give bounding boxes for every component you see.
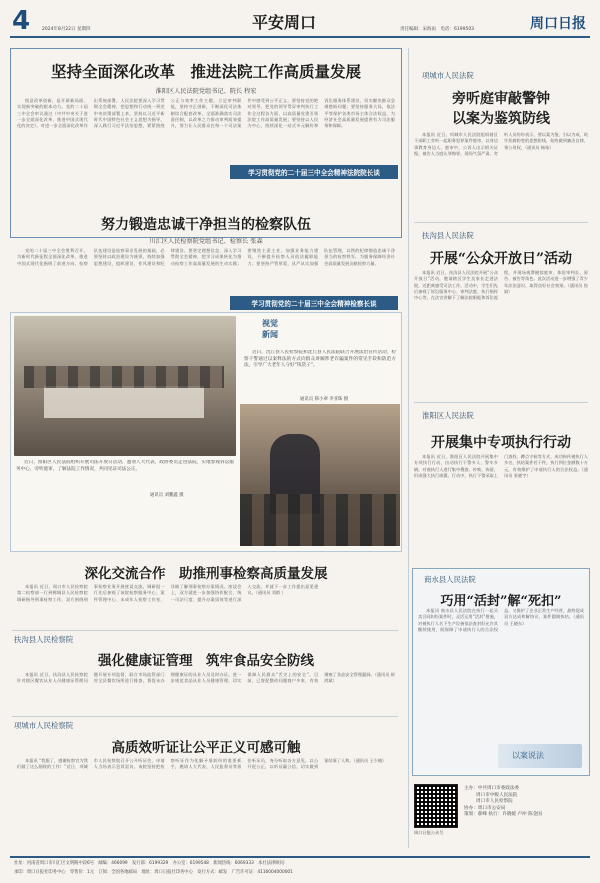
- food-body: [17, 672, 395, 714]
- lead-headline: 坚持全面深化改革 推进法院工作高质量发展: [50, 62, 361, 81]
- sponsor-line-4: 协办：周口市公安局: [464, 805, 506, 811]
- lead-body: [17, 98, 395, 206]
- right2-section: 扶沟县人民法院: [422, 231, 474, 240]
- sponsor-line-1: 主办：中共周口市委政法委: [464, 786, 520, 791]
- photo-left-table: [44, 386, 204, 418]
- right1-body: [414, 132, 588, 210]
- right1-headline-2: 以案为鉴筑防线: [452, 111, 550, 127]
- right4-section: 商水县人民法院: [424, 575, 476, 584]
- photo-left-people: [24, 366, 224, 388]
- right3-body-text: 本报讯 近日，淮阳区人民法院开展集中专项执行行动，出动执行干警多人、警车多辆，对被执行人进行集中搜查、传唤、拘留，形成强大执行威慑。行动中，执行干警采取上门查找、蹲点守候等方式，成功拘传被执行人多名，执结案件若干件，执行到位金额数十万元，有效维护了申请执行人的合法权益。（通讯员 张晓宇）: [414, 454, 588, 478]
- right2-body-text: 本报讯 近日，扶沟县人民法院开展“公众开放日”活动，邀请辖区学生及家长走进法院，近距离感受司法工作。活动中，学生们先后参观了诉讼服务中心、审判法庭、执行指挥中心等，在法官讲解下了解法院职能和诉讼流程，并现场观摩模拟庭审，体验审判长、原告、被告等角色。此次活动进一步增强了青少年法治意识，取得良好社会效果。（通讯员 焦斌）: [414, 270, 588, 301]
- badge-bottom: 新闻: [262, 330, 278, 339]
- lead-body-text: 锐意改革创新，是开辟新局面、实现新突破的根本动力。党的二十届三中全会审议通过《中共中央关于进一步全面深化改革、推进中国式现代化的决定》，对进一步全面深化改革作出系统部署。人民法院要深入学习贯彻全会精神，把思想和行动统一到党中央决策部署上来，坚持以习近平新时代中国特色社会主义思想为指导，深入践行习近平法治思想，紧紧围绕公正与效率工作主题，立足审判职能，坚持守正创新，不断深化司法体制综合配套改革，全面准确落实司法责任制，以改革之力推动审判质效提升，努力让人民群众在每一个司法案件中感受到公平正义。要坚持党的绝对领导，把党的领导贯穿审判执行工作全过程各方面，以高质量党建引领法院工作高质量发展；要坚持以人民为中心，持续深化一站式多元解纷和诉讼服务体系建设，切实解决群众急难愁盼问题；要坚持服务大局，依法平等保护各类市场主体合法权益，为经济社会高质量发展提供有力司法服务和保障。: [17, 98, 395, 129]
- photo-caption-right: [244, 350, 396, 394]
- evidence-body-text: 本报讯 “我服了，感谢检察官为我们做了这么细致的工作！”近日，项城市人民检察院召开公开听证会，申请人当场表示息诉罢访。该院坚持把检察听证作为化解矛盾纠纷的重要抓手，邀请人大代表、人民监督员等担任听证员，充分听取各方意见，以公开促公正，以听证赢公信，切实做到案结事了人和。（通讯员 王少楠）: [17, 758, 387, 770]
- right4-body: [418, 608, 584, 740]
- photo-right: [240, 404, 400, 546]
- photo-caption-left: [16, 460, 234, 490]
- masthead-rule: [10, 36, 590, 38]
- procuratorate-banner: 学习贯彻党的二十届三中全会精神检察长谈: [230, 296, 398, 310]
- photo-left: [14, 316, 236, 456]
- sponsor-editors: 策划：郝峰 执行：许晓媛 卢冲 陈金国: [464, 812, 542, 818]
- editor-line: 责任编辑：宋海雨 电话：6199503: [400, 27, 475, 32]
- footer-line-1: 社址：河南省周口市川汇区文明路中段6号 邮编：466099 发行部：6199329 办公室：6199548 新闻热线：6069333 本社法律顾问：: [14, 861, 289, 866]
- sponsor-line-2: 周口市中级人民法院: [476, 792, 518, 798]
- section-title: 平安周口: [252, 13, 317, 32]
- date-line: 2024年8月22日 星期四: [42, 27, 91, 32]
- right3-section: 淮阳区人民法院: [422, 411, 474, 420]
- badge-top: 视觉: [262, 319, 278, 328]
- right4-headline: 巧用“活封”解“死扣”: [440, 594, 562, 609]
- deepen-body-text: 本报讯 近日，周口市人民检察院第二检察部一行到郸城县人民检察院调研指导刑事检察工作，双方围绕刑事检察业务开展座谈交流。调研组一行先后参观了该院检察服务中心、案件管理中心、未成年人检察工作室，详细了解刑事检察办案情况。座谈会上，双方就进一步加强协作配合、统一司法尺度、提升办案质效等进行深入交流，并就下一步工作提出意见建议。（通讯员 刘群 ）: [17, 584, 319, 602]
- photo-caption-right-text: 近日，沈丘县人民检察院和沈丘县人民法院联合开展法治宣传活动，检察干警通过以案释法的方式向群众讲解涉老诈骗案件的常见手段和防范方法，引导广大老年人守好“钱袋子”。: [244, 350, 396, 369]
- right3-rule: [414, 402, 588, 403]
- right1-section: 项城市人民法院: [422, 71, 474, 80]
- food-rule: [12, 630, 398, 631]
- photo-right-audience: [240, 494, 400, 546]
- food-headline: 强化健康证管理 筑牢食品安全防线: [98, 653, 314, 669]
- right1-body-text: 本报讯 近日，项城市人民法院组织辖区干部职工旁听一起职务犯罪案件庭审，以身边事教育身边人。庭审中，公诉人出示相关证据，被告人当庭认罪悔罪，现场气氛严肃。旁听人员纷纷表示，要以案为鉴、引以为戒，筑牢拒腐防变的思想防线，始终做到廉洁自律、秉公用权。（通讯员 杨灿）: [414, 132, 588, 156]
- evidence-rule: [12, 716, 398, 717]
- photo-credit-right: 通讯员 韩小翠 李亚珠 摄: [300, 397, 349, 402]
- evidence-section: 项城市人民检察院: [14, 721, 74, 730]
- page-number: 4: [12, 6, 31, 36]
- sponsor: [464, 786, 590, 819]
- evidence-headline: 高质效听证让公平正义可感可触: [111, 740, 301, 756]
- procuratorate-body-text: 党的二十届三中全会胜利召开，为新时代新征程全面深化改革、推进中国式现代化指明了前进方向。检察队伍建设是检察事业发展的基础，必须坚持以政治建设为统领，持续加强思想建设、组织建设、作风建设和纪律建设。要坚定理想信念，深入学习贯彻全会精神，把学习成果转化为推动检察工作高质量发展的生动实践；要聚焦主责主业，加强业务能力建设，不断提升检察人员依法履职能力；要坚持严管厚爱，从严从实加强队伍管理，以铁的纪律锻造忠诚干净担当的检察铁军，为服务保障经济社会高质量发展贡献检察力量。: [17, 248, 395, 266]
- lead-banner: 学习贯彻党的二十届三中全会精神法院院长谈: [230, 165, 398, 179]
- photo-badge: [254, 318, 294, 344]
- photo-caption-left-text: 近日，淮阳区人民法院组织开展司法开放日活动，邀请人大代表、政协委员走进法院，实地参观诉讼服务中心，旁听庭审，了解法院工作情况，共同见证司法公正。: [16, 460, 234, 472]
- deepen-body: [17, 584, 395, 626]
- footer-line-2: 承印：周口日报社印务中心 零售价：1元 订阅：全国各地邮局 地址：周口日报社印务中心 发行方式：邮发 广告许可证：4116004000001: [14, 870, 293, 875]
- procuratorate-byline: 川汇区人民检察院党组书记、检察长 张森: [149, 238, 263, 245]
- photo-credit-left: 通讯员 刘鹏鑫 摄: [150, 493, 184, 498]
- right3-headline: 开展集中专项执行行动: [431, 435, 571, 451]
- right1-headline-1: 旁听庭审敲警钟: [452, 91, 550, 107]
- right4-banner: [498, 744, 582, 768]
- food-body-text: 本报讯 近日，扶沟县人民检察院针对辖区餐饮从业人员健康证管理问题开展专项监督，联合市场监管部门对全县餐饮场所进行排查，督促未办理健康证的从业人员及时办证，进一步规范食品从业人员健康管理，切实保障人民群众“舌尖上的安全”。目前，已督促整改问题商户多家，有效堵塞了食品安全管理漏洞。（通讯员 崔鸿斌）: [17, 672, 395, 684]
- right4-body-text: 本报讯 商水县人民法院在执行一起买卖合同纠纷案件时，灵活运用“活封”措施，对被执行人名下生产设备依法查封但允许其继续使用，既保障了申请执行人的合法权益，又维护了企业正常生产经营，最终促成双方达成和解协议，案件圆满执结。（通讯员 王晓东）: [418, 608, 584, 632]
- evidence-body: [17, 758, 395, 846]
- right2-body: [414, 270, 588, 362]
- right2-rule: [414, 222, 588, 223]
- right4-banner-label: 以案说法: [512, 751, 544, 760]
- food-section: 扶沟县人民检察院: [14, 635, 74, 644]
- qr-caption: 周口日报公众号: [414, 830, 444, 835]
- deepen-headline: 深化交流合作 助推刑事检察高质量发展: [84, 566, 328, 582]
- right3-body: [414, 454, 588, 550]
- right2-headline: 开展“公众开放日”活动: [429, 251, 573, 267]
- lead-byline: 淮阳区人民法院党组书记、院长 程宏: [155, 88, 257, 95]
- qr-code[interactable]: [414, 784, 458, 828]
- masthead: [0, 0, 600, 38]
- procuratorate-headline: 努力锻造忠诚干净担当的检察队伍: [101, 217, 311, 233]
- paper-logo: 周口日报: [530, 16, 586, 32]
- sponsor-line-3: 周口市人民检察院: [476, 799, 513, 805]
- footer-rule: [10, 856, 590, 858]
